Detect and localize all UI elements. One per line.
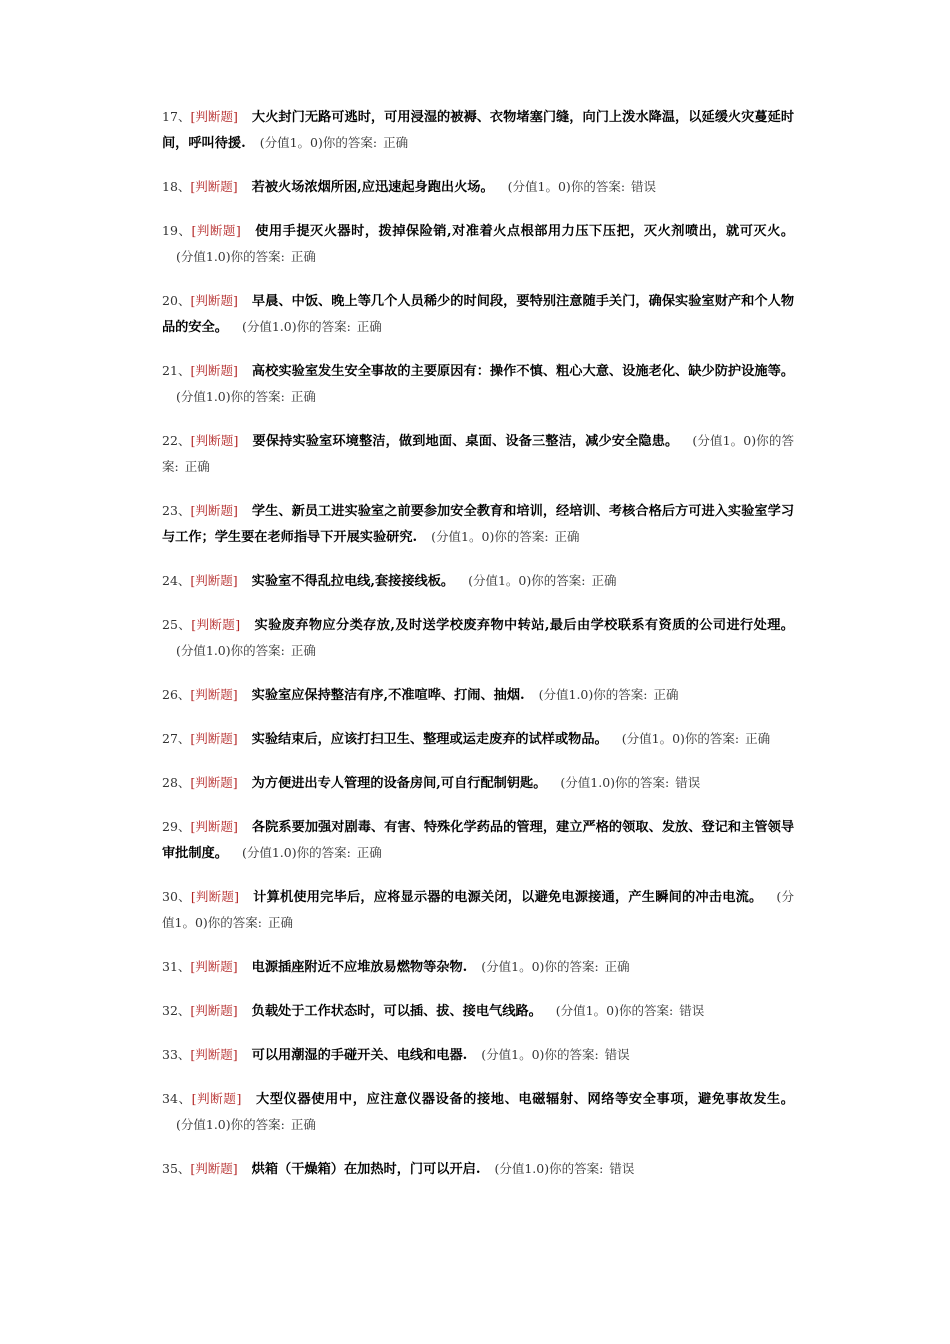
question-item	[162, 358, 794, 410]
question-score: (分值1.0)	[538, 687, 594, 702]
question-type-tag: [判断题]	[190, 775, 238, 790]
question-list	[162, 104, 794, 1200]
answer-value: 错误	[609, 1161, 635, 1176]
question-text: 要保持实验室环境整洁，做到地面、桌面、设备三整洁，减少安全隐患。	[252, 434, 679, 449]
question-score: (分值1。0)	[481, 1047, 545, 1062]
question-type-tag: [判断题]	[190, 819, 238, 834]
question-number: 27、	[162, 731, 191, 746]
question-score: (分值1.0)	[241, 845, 297, 860]
answer-label: 你的答案:	[544, 1047, 599, 1062]
question-text: 学生、新员工进实验室之前要参加安全教育和培训，经培训、考核合格后方可进入实验室学习与工作；学生要在老师指导下开展实验研究.	[162, 504, 795, 545]
answer-value: 正确	[383, 135, 409, 150]
question-type-tag: [判断题]	[191, 1091, 242, 1106]
answer-label: 你的答案:	[162, 433, 794, 474]
question-number: 34、	[162, 1091, 192, 1106]
question-number: 28、	[162, 775, 191, 790]
question-score: (分值1。0)	[555, 1003, 619, 1018]
answer-value: 正确	[290, 249, 316, 264]
question-item	[162, 954, 794, 980]
question-text: 电源插座附近不应堆放易燃物等杂物.	[251, 960, 468, 975]
answer-value: 正确	[745, 731, 771, 746]
question-text: 实验结束后，应该打扫卫生、整理或运走废弃的试样或物品。	[251, 732, 608, 747]
question-text: 各院系要加强对剧毒、有害、特殊化学药品的管理，建立严格的领取、发放、登记和主管领导审批制度。	[162, 820, 795, 861]
answer-label: 你的答案:	[230, 643, 285, 658]
question-item	[162, 174, 794, 200]
question-item	[162, 814, 794, 866]
question-number: 18、	[162, 179, 191, 194]
question-score: (分值1.0)	[176, 1117, 231, 1132]
question-text: 烘箱（干燥箱）在加热时，门可以开启.	[251, 1162, 481, 1177]
question-type-tag: [判断题]	[190, 433, 239, 448]
question-score: (分值1。0)	[481, 959, 545, 974]
question-item	[162, 998, 794, 1024]
question-number: 33、	[162, 1047, 191, 1062]
answer-label: 你的答案:	[531, 573, 586, 588]
question-text: 实验室不得乱拉电线,套接接线板。	[251, 574, 455, 589]
answer-label: 你的答案:	[494, 529, 549, 544]
answer-label: 你的答案:	[230, 1117, 285, 1132]
question-type-tag: [判断题]	[190, 1161, 238, 1176]
question-type-tag: [判断题]	[190, 687, 238, 702]
question-text: 大型仪器使用中，应注意仪器设备的接地、电磁辐射、网络等安全事项，避免事故发生。	[255, 1092, 794, 1107]
question-type-tag: [判断题]	[190, 959, 238, 974]
question-item	[162, 726, 794, 752]
question-type-tag: [判断题]	[191, 617, 241, 632]
answer-label: 你的答案:	[544, 959, 599, 974]
question-type-tag: [判断题]	[190, 1047, 238, 1062]
question-score: (分值1。0)	[162, 889, 794, 930]
answer-value: 正确	[268, 915, 294, 930]
question-number: 32、	[162, 1003, 191, 1018]
answer-label: 你的答案:	[593, 687, 648, 702]
answer-label: 你的答案:	[549, 1161, 604, 1176]
question-number: 20、	[162, 293, 191, 308]
answer-value: 正确	[290, 389, 316, 404]
question-text: 为方便进出专人管理的设备房间,可自行配制钥匙。	[251, 776, 547, 791]
question-number: 26、	[162, 687, 191, 702]
question-number: 35、	[162, 1161, 191, 1176]
question-text: 实验室应保持整洁有序,不准喧哗、打闹、抽烟.	[251, 688, 525, 703]
answer-label: 你的答案:	[618, 1003, 674, 1018]
question-type-tag: [判断题]	[190, 179, 238, 194]
question-text: 大火封门无路可逃时，可用浸湿的被褥、衣物堵塞门缝，向门上泼水降温，以延缓火灾蔓延时间，呼叫待援.	[162, 110, 795, 151]
question-score: (分值1。0)	[692, 433, 757, 448]
question-text: 若被火场浓烟所困,应迅速起身跑出火场。	[251, 180, 494, 195]
question-item	[162, 104, 794, 156]
question-score: (分值1.0)	[176, 643, 231, 658]
question-score: (分值1。0)	[468, 573, 532, 588]
question-item	[162, 288, 794, 340]
answer-value: 错误	[679, 1003, 705, 1018]
question-score: (分值1。0)	[431, 529, 495, 544]
question-score: (分值1.0)	[176, 249, 231, 264]
answer-label: 你的答案:	[230, 249, 285, 264]
answer-label: 你的答案:	[570, 179, 626, 194]
question-type-tag: [判断题]	[190, 889, 239, 904]
question-type-tag: [判断题]	[190, 1003, 238, 1018]
question-item	[162, 498, 794, 550]
question-item	[162, 1156, 794, 1182]
question-type-tag: [判断题]	[190, 293, 238, 308]
question-score: (分值1.0)	[560, 775, 616, 790]
question-text: 高校实验室发生安全事故的主要原因有：操作不慎、粗心大意、设施老化、缺少防护设施等。	[251, 364, 795, 379]
question-item	[162, 612, 794, 664]
question-number: 24、	[162, 573, 191, 588]
answer-value: 正确	[653, 687, 679, 702]
question-text: 实验废弃物应分类存放,及时送学校废弃物中转站,最后由学校联系有资质的公司进行处理。	[254, 618, 794, 633]
question-item	[162, 682, 794, 708]
answer-value: 正确	[356, 845, 382, 860]
answer-label: 你的答案:	[684, 731, 740, 746]
question-number: 17、	[162, 109, 191, 124]
question-item	[162, 568, 794, 594]
answer-value: 正确	[290, 1117, 316, 1132]
question-score: (分值1。0)	[507, 179, 571, 194]
answer-value: 错误	[631, 179, 657, 194]
question-item	[162, 770, 794, 796]
question-type-tag: [判断题]	[190, 363, 238, 378]
question-type-tag: [判断题]	[190, 731, 238, 746]
answer-value: 正确	[290, 643, 316, 658]
question-type-tag: [判断题]	[191, 223, 241, 238]
question-text: 使用手提灭火器时，拨掉保险销,对准着火点根部用力压下压把，灭火剂喷出，就可灭火。	[254, 224, 795, 239]
question-type-tag: [判断题]	[190, 573, 238, 588]
answer-value: 正确	[356, 319, 382, 334]
answer-label: 你的答案:	[296, 845, 351, 860]
question-score: (分值1。0)	[259, 135, 323, 150]
question-number: 31、	[162, 959, 191, 974]
answer-value: 正确	[184, 459, 210, 474]
question-number: 25、	[162, 617, 192, 632]
answer-label: 你的答案:	[207, 915, 263, 930]
question-score: (分值1.0)	[176, 389, 231, 404]
question-number: 30、	[162, 889, 191, 904]
question-text: 计算机使用完毕后，应将显示器的电源关闭，以避免电源接通，产生瞬间的冲击电流。	[252, 890, 763, 905]
question-item	[162, 428, 794, 480]
question-text: 负载处于工作状态时，可以插、拔、接电气线路。	[251, 1004, 542, 1019]
answer-value: 正确	[554, 529, 580, 544]
question-score: (分值1。0)	[621, 731, 685, 746]
answer-label: 你的答案:	[615, 775, 670, 790]
question-number: 22、	[162, 433, 191, 448]
answer-label: 你的答案:	[296, 319, 351, 334]
answer-value: 错误	[604, 1047, 630, 1062]
question-item	[162, 218, 794, 270]
question-item	[162, 1042, 794, 1068]
question-number: 19、	[162, 223, 192, 238]
question-score: (分值1.0)	[241, 319, 297, 334]
answer-label: 你的答案:	[230, 389, 285, 404]
question-score: (分值1.0)	[494, 1161, 550, 1176]
answer-label: 你的答案:	[322, 135, 378, 150]
answer-value: 错误	[675, 775, 701, 790]
question-text: 早晨、中饭、晚上等几个人员稀少的时间段，要特别注意随手关门，确保实验室财产和个人物品的安全。	[162, 294, 795, 335]
question-number: 29、	[162, 819, 191, 834]
question-number: 23、	[162, 503, 191, 518]
question-text: 可以用潮湿的手碰开关、电线和电器.	[251, 1048, 468, 1063]
question-item	[162, 1086, 794, 1138]
answer-value: 正确	[591, 573, 617, 588]
question-type-tag: [判断题]	[190, 109, 238, 124]
answer-value: 正确	[604, 959, 630, 974]
question-number: 21、	[162, 363, 191, 378]
question-type-tag: [判断题]	[190, 503, 238, 518]
question-item	[162, 884, 794, 936]
